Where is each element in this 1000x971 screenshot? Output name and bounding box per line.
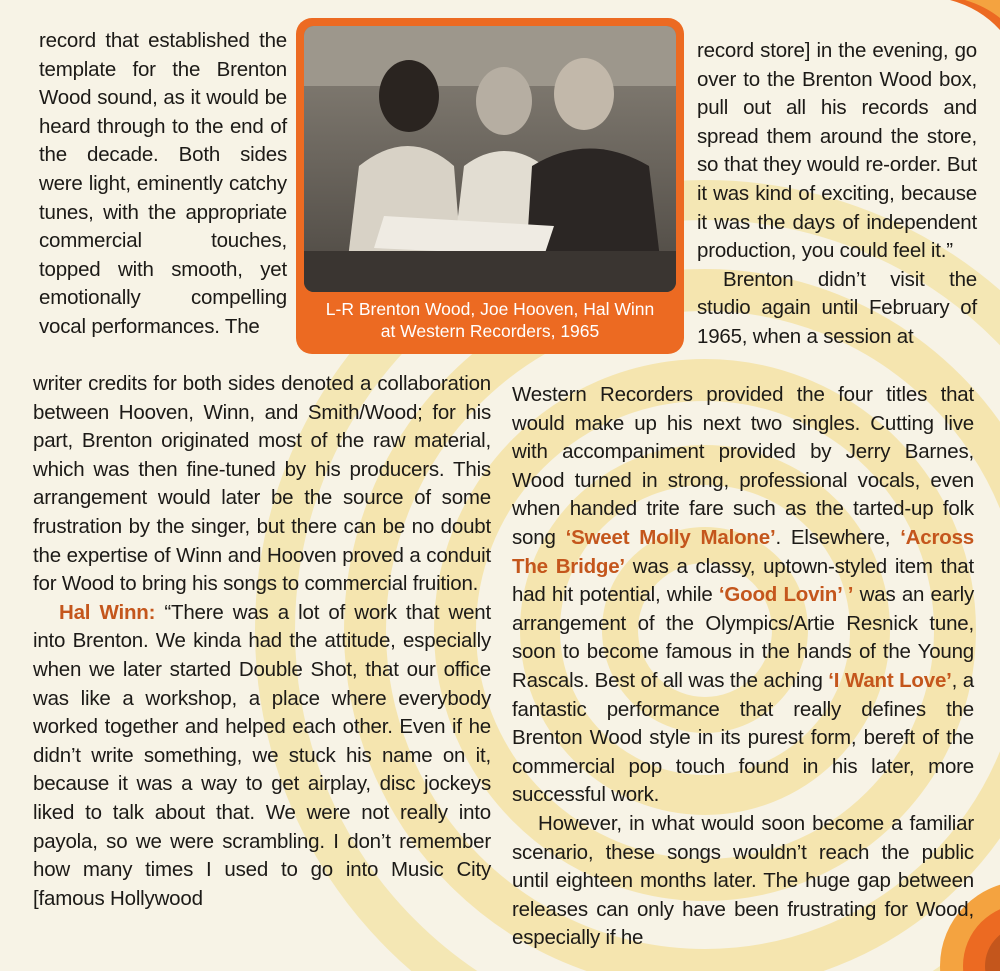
photo-frame <box>296 18 684 354</box>
text-run: was a classy, uptown-styled item that had hit potential, while <box>512 554 975 607</box>
song-title: ‘Good Lovin’ ’ <box>718 583 854 607</box>
caption-line: at Western Recorders, 1965 <box>380 321 600 341</box>
text-run: was an early arrangement of the Olympics/Artie Resnick tune, soon to become famous in the hands of the Young Rascals. Best of all was the aching <box>512 583 974 692</box>
article-column-right <box>512 381 974 953</box>
speaker-name: Hal Winn: <box>59 600 156 624</box>
photo-caption <box>304 298 676 342</box>
quote-paragraph <box>33 599 491 914</box>
song-title: ‘Sweet Molly Malone’ <box>565 525 776 549</box>
paragraph: record store] in the evening, go over to the Brenton Wood box, pull out all his records and spread them around the store, so that they would re-order. But it was kind of exciting, because it was the days of independent production, you could feel it.” <box>697 39 977 263</box>
song-title: ‘Across The Bridge’ <box>512 525 974 578</box>
article-column-top-right <box>697 37 977 352</box>
article-column-top-left <box>39 27 287 342</box>
text-run: Western Recorders provided the four titles that would make up his next two singles. Cutting live with accompaniment provided by Jerry Barnes, Wood turned in strong, professional vocals, even when handed trite fare such as the tarted-up folk song <box>512 383 974 549</box>
corner-decoration <box>930 0 1000 40</box>
caption-line: L-R Brenton Wood, Joe Hooven, Hal Winn <box>325 299 655 319</box>
text-run: , a fantastic performance that really defines the Brenton Wood style in its purest form, bereft of the commercial pop touch found in his later, more successful work. <box>512 668 974 807</box>
article-column-left <box>33 370 491 913</box>
paragraph: However, in what would soon become a familiar scenario, these songs wouldn’t reach the public until eighteen months later. The huge gap between releases can only have been frustrating for Wood, especially if he <box>512 811 974 950</box>
studio-photo <box>304 26 676 292</box>
quote-text: “There was a lot of work that went into Brenton. We kinda had the attitude, especially when we later started Double Shot, that our office was like a workshop, a place where everybody worked together and helped each other. Even if he didn’t write something, we stuck his name on it, because it was a way to get airplay, disc jockeys liked to talk about that. We were not really into payola, so we were scrambling. I don’t remember how many times I used to go into Music City [famous Hollywood <box>33 600 491 910</box>
text-run: . Elsewhere, <box>775 525 901 549</box>
paragraph: record that established the template for the Brenton Wood sound, as it would be heard through to the end of the decade. Both sides were light, eminently catchy tunes, with the appropriate commercial touches, topped with smooth, yet emotionally compelling vocal performances. The <box>39 29 287 338</box>
paragraph: writer credits for both sides denoted a collaboration between Hooven, Winn, and Smith/Wood; for his part, Brenton originated most of the raw material, which was then fine-tuned by his producers. This arrangement would later be the source of some frustration by the singer, but there can be no doubt the expertise of Winn and Hooven proved a conduit for Wood to bring his songs to commercial fruition. <box>33 372 491 596</box>
paragraph: Brenton didn’t visit the studio again until February of 1965, when a session at <box>697 267 977 348</box>
paragraph <box>512 381 974 810</box>
song-title: ‘I Want Love’ <box>828 668 952 692</box>
